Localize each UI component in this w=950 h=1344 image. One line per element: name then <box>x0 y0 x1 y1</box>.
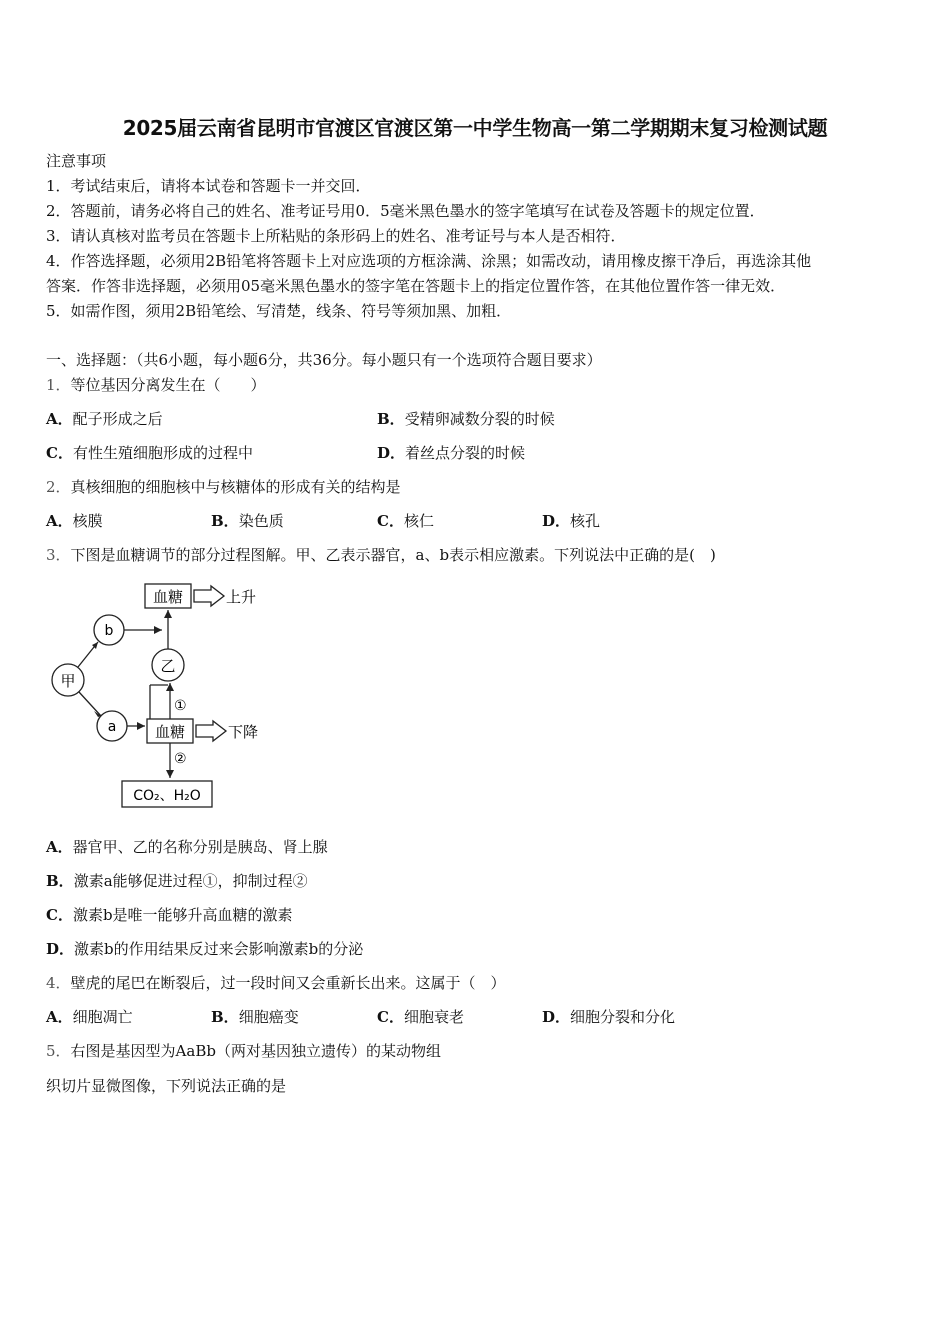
option-1b[interactable]: B．受精卵减数分裂的时候 <box>377 410 555 428</box>
question-5-cont: 织切片显微图像，下列说法正确的是 <box>46 1077 287 1095</box>
question-number: 2． <box>46 478 71 496</box>
option-2d[interactable]: D．核孔 <box>542 512 601 530</box>
question-number: 4． <box>46 974 71 992</box>
question-5 <box>46 1041 441 1061</box>
question-number: 3． <box>46 546 71 564</box>
option-3a[interactable]: A．器官甲、乙的名称分别是胰岛、肾上腺 <box>46 838 328 856</box>
rise-label: 上升 <box>226 588 257 606</box>
question-3 <box>46 545 716 565</box>
option-2b[interactable]: B．染色质 <box>211 512 284 530</box>
question-stem: 等位基因分离发生在（ ） <box>70 376 266 394</box>
option-4c[interactable]: C．细胞衰老 <box>377 1008 464 1026</box>
question-stem: 右图是基因型为AaBb（两对基因独立遗传）的某动物组 <box>70 1042 441 1060</box>
page-title: 2025届云南省昆明市官渡区官渡区第一中学生物高一第二学期期末复习检测试题 <box>122 116 828 140</box>
notice-item-2: 2．答题前，请务必将自己的姓名、准考证号用0．5毫米黑色墨水的签字笔填写在试卷及答题卡的规定位置． <box>46 202 765 220</box>
process-1-label: ① <box>174 698 187 714</box>
section-heading: 一、选择题：（共6小题，每小题6分，共36分。每小题只有一个选项符合题目要求） <box>46 351 602 369</box>
bottom-box-label: CO₂、H₂O <box>133 788 201 804</box>
question-stem: 下图是血糖调节的部分过程图解。甲、乙表示器官，a、b表示相应激素。下列说法中正确的是( ) <box>70 546 716 564</box>
notice-item-4: 4．作答选择题，必须用2B铅笔将答题卡上对应选项的方框涂满、涂黑；如需改动，请用橡皮擦干净后，再选涂其他 <box>46 252 812 270</box>
hormone-a-label: a <box>107 719 117 735</box>
middle-hollow-arrow <box>196 721 226 741</box>
option-2a[interactable]: A．核膜 <box>46 512 103 530</box>
question-stem: 真核细胞的细胞核中与核糖体的形成有关的结构是 <box>70 478 401 496</box>
notice-item-5: 5．如需作图，须用2B铅笔绘、写清楚，线条、符号等须加黑、加粗． <box>46 302 512 320</box>
middle-box-label: 血糖 <box>154 723 186 741</box>
option-4a[interactable]: A．细胞凋亡 <box>46 1008 133 1026</box>
notice-item-3: 3．请认真核对监考员在答题卡上所粘贴的条形码上的姓名、准考证号与本人是否相符． <box>46 227 626 245</box>
question-stem: 壁虎的尾巴在断裂后，过一段时间又会重新长出来。这属于（ ） <box>70 974 506 992</box>
blood-sugar-diagram <box>48 578 278 813</box>
option-1a[interactable]: A．配子形成之后 <box>46 410 163 428</box>
option-3b[interactable]: B．激素a能够促进过程①，抑制过程② <box>46 872 308 890</box>
option-3c[interactable]: C．激素b是唯一能够升高血糖的激素 <box>46 906 293 924</box>
notice-item-1: 1．考试结束后，请将本试卷和答题卡一并交回． <box>46 177 371 195</box>
option-1d[interactable]: D．着丝点分裂的时候 <box>377 444 526 462</box>
question-number: 5． <box>46 1042 71 1060</box>
notice-item-4-cont: 答案．作答非选择题，必须用05毫米黑色墨水的签字笔在答题卡上的指定位置作答，在其他位置作答一律无效． <box>46 277 786 295</box>
question-number: 1． <box>46 376 71 394</box>
top-box-label: 血糖 <box>152 588 184 606</box>
process-2-label: ② <box>174 751 187 767</box>
notice-heading: 注意事项 <box>46 152 107 170</box>
option-4b[interactable]: B．细胞癌变 <box>211 1008 299 1026</box>
option-4d[interactable]: D．细胞分裂和分化 <box>542 1008 676 1026</box>
top-hollow-arrow <box>194 586 224 606</box>
fall-label: 下降 <box>228 723 259 741</box>
organ-yi-label: 乙 <box>160 657 176 675</box>
option-1c[interactable]: C．有性生殖细胞形成的过程中 <box>46 444 253 462</box>
option-3d[interactable]: D．激素b的作用结果反过来会影响激素b的分泌 <box>46 940 364 958</box>
option-2c[interactable]: C．核仁 <box>377 512 434 530</box>
organ-jia-label: 甲 <box>60 672 76 690</box>
question-4 <box>46 973 506 993</box>
hormone-b-label: b <box>104 623 114 639</box>
question-1 <box>46 375 266 395</box>
question-2 <box>46 477 401 497</box>
